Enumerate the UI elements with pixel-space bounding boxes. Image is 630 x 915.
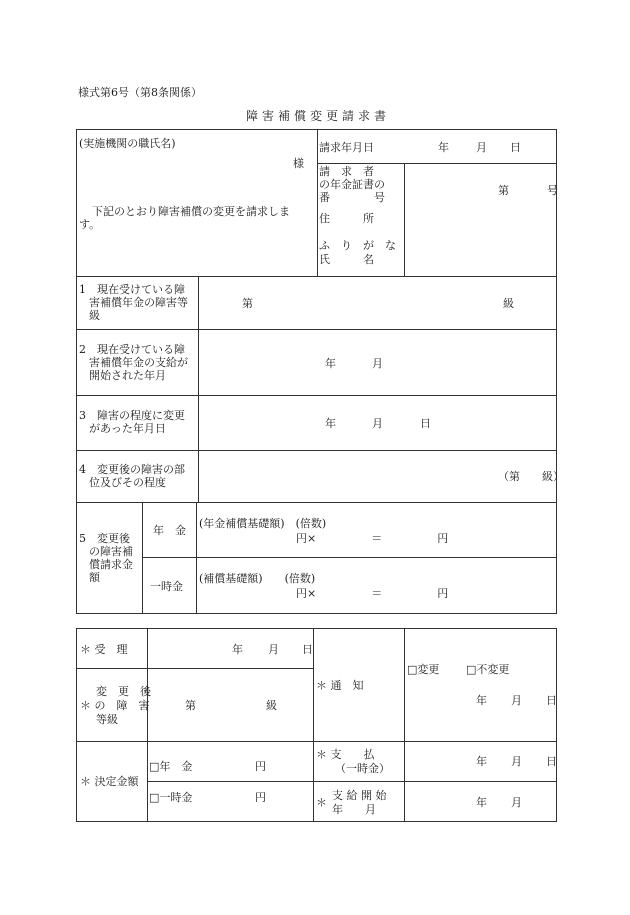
notice-day: 日 (546, 694, 557, 707)
received-month: 月 (268, 643, 279, 656)
pension-kind: 年 金 (153, 524, 186, 537)
row2-label-2: 害補償年金の支給が (89, 356, 188, 369)
unchanged-checkbox: □不変更 (466, 663, 510, 676)
received-day: 日 (302, 643, 313, 656)
request-day: 日 (510, 141, 521, 154)
pension-cert-label: の年金証書の (319, 178, 385, 191)
row5-label: 5 変更後 (79, 532, 130, 545)
payment-year: 年 (476, 755, 487, 768)
payment-label-2: （一時金） (335, 762, 390, 775)
row3-label: 3 障害の程度に変更 (79, 409, 185, 422)
received-label: ＊ 受 理 (80, 643, 128, 656)
pension-no-suffix: 号 (547, 184, 558, 197)
row3-month: 月 (372, 417, 383, 430)
row2-year: 年 (325, 357, 336, 370)
row1-grade-prefix: 第 (242, 297, 253, 310)
claimant-label: 請 求 者 (319, 165, 374, 178)
row5-label-2: の障害補 (89, 545, 133, 558)
notice-month: 月 (511, 694, 522, 707)
name-label: 氏 名 (319, 253, 374, 266)
address-label: 住 所 (319, 212, 374, 225)
request-statement-end: す。 (79, 218, 101, 231)
row4-label: 4 変更後の障害の部 (79, 463, 185, 476)
honorific: 様 (293, 157, 304, 170)
pension-checkbox: □年 金 (149, 760, 193, 773)
row4-label-2: 位及びその程度 (89, 476, 166, 489)
payment-day: 日 (546, 755, 557, 768)
pension-cert-number-label: 番 号 (319, 191, 385, 204)
start-month: 月 (511, 796, 522, 809)
agency-label: (実施機関の職氏名) (79, 137, 176, 150)
row4-grade: （第 級） (498, 470, 564, 483)
page-title: 障害補償変更請求書 (246, 109, 391, 123)
request-statement: 下記のとおり障害補償の変更を請求しま (92, 205, 290, 218)
request-date-label: 請求年月日 (319, 141, 374, 154)
row1-label-2: 害補償年金の障害等 (89, 296, 188, 309)
pension-yen: 円 (255, 760, 266, 773)
lump-yen: 円 (255, 791, 266, 804)
request-month: 月 (476, 141, 487, 154)
row2-month: 月 (372, 357, 383, 370)
changed-checkbox: □変更 (407, 663, 440, 676)
pension-formula: 円× ＝ 円 (296, 532, 449, 545)
pension-no-prefix: 第 (498, 184, 509, 197)
changed-grade-label: 変 更 後 (96, 685, 151, 698)
row3-label-2: があった年月日 (89, 422, 166, 435)
form-number: 様式第6号（第8条関係） (78, 86, 202, 99)
notice-label: ＊ 通 知 (316, 679, 364, 692)
changed-grade-label-2: ＊ の 障 害 (80, 699, 150, 712)
grade-suffix: 級 (266, 699, 277, 712)
furigana-label: ふ り が な (319, 239, 396, 252)
received-year: 年 (232, 643, 243, 656)
row3-day: 日 (420, 417, 431, 430)
start-label: 支 給 開 始 (332, 789, 387, 802)
row5-label-4: 額 (89, 571, 100, 584)
row1-grade-suffix: 級 (503, 297, 514, 310)
row2-label: 2 現在受けている障 (79, 343, 185, 356)
start-star: ＊ (316, 796, 327, 809)
grade-prefix: 第 (185, 699, 196, 712)
lump-kind: 一時金 (150, 580, 183, 593)
start-year: 年 (476, 796, 487, 809)
payment-month: 月 (511, 755, 522, 768)
row1-label-3: 級 (89, 309, 100, 322)
row1-label: 1 現在受けている障 (79, 283, 185, 296)
request-year: 年 (438, 141, 449, 154)
lump-formula: 円× ＝ 円 (296, 587, 449, 600)
payment-label: ＊ 支 払 (316, 748, 375, 761)
notice-year: 年 (476, 694, 487, 707)
pension-base-label: (年金補償基礎額) (倍数) (199, 517, 327, 530)
lump-base-label: (補償基礎額) (倍数) (199, 572, 316, 585)
start-label-2: 年 月 (332, 803, 376, 816)
row2-label-3: 開始された年月 (89, 369, 166, 382)
row3-year: 年 (325, 417, 336, 430)
row5-label-3: 償請求金 (89, 558, 133, 571)
decided-amount-label: ＊ 決定金額 (80, 775, 139, 788)
changed-grade-label-3: 等級 (96, 713, 118, 726)
lump-checkbox: □一時金 (149, 791, 193, 804)
